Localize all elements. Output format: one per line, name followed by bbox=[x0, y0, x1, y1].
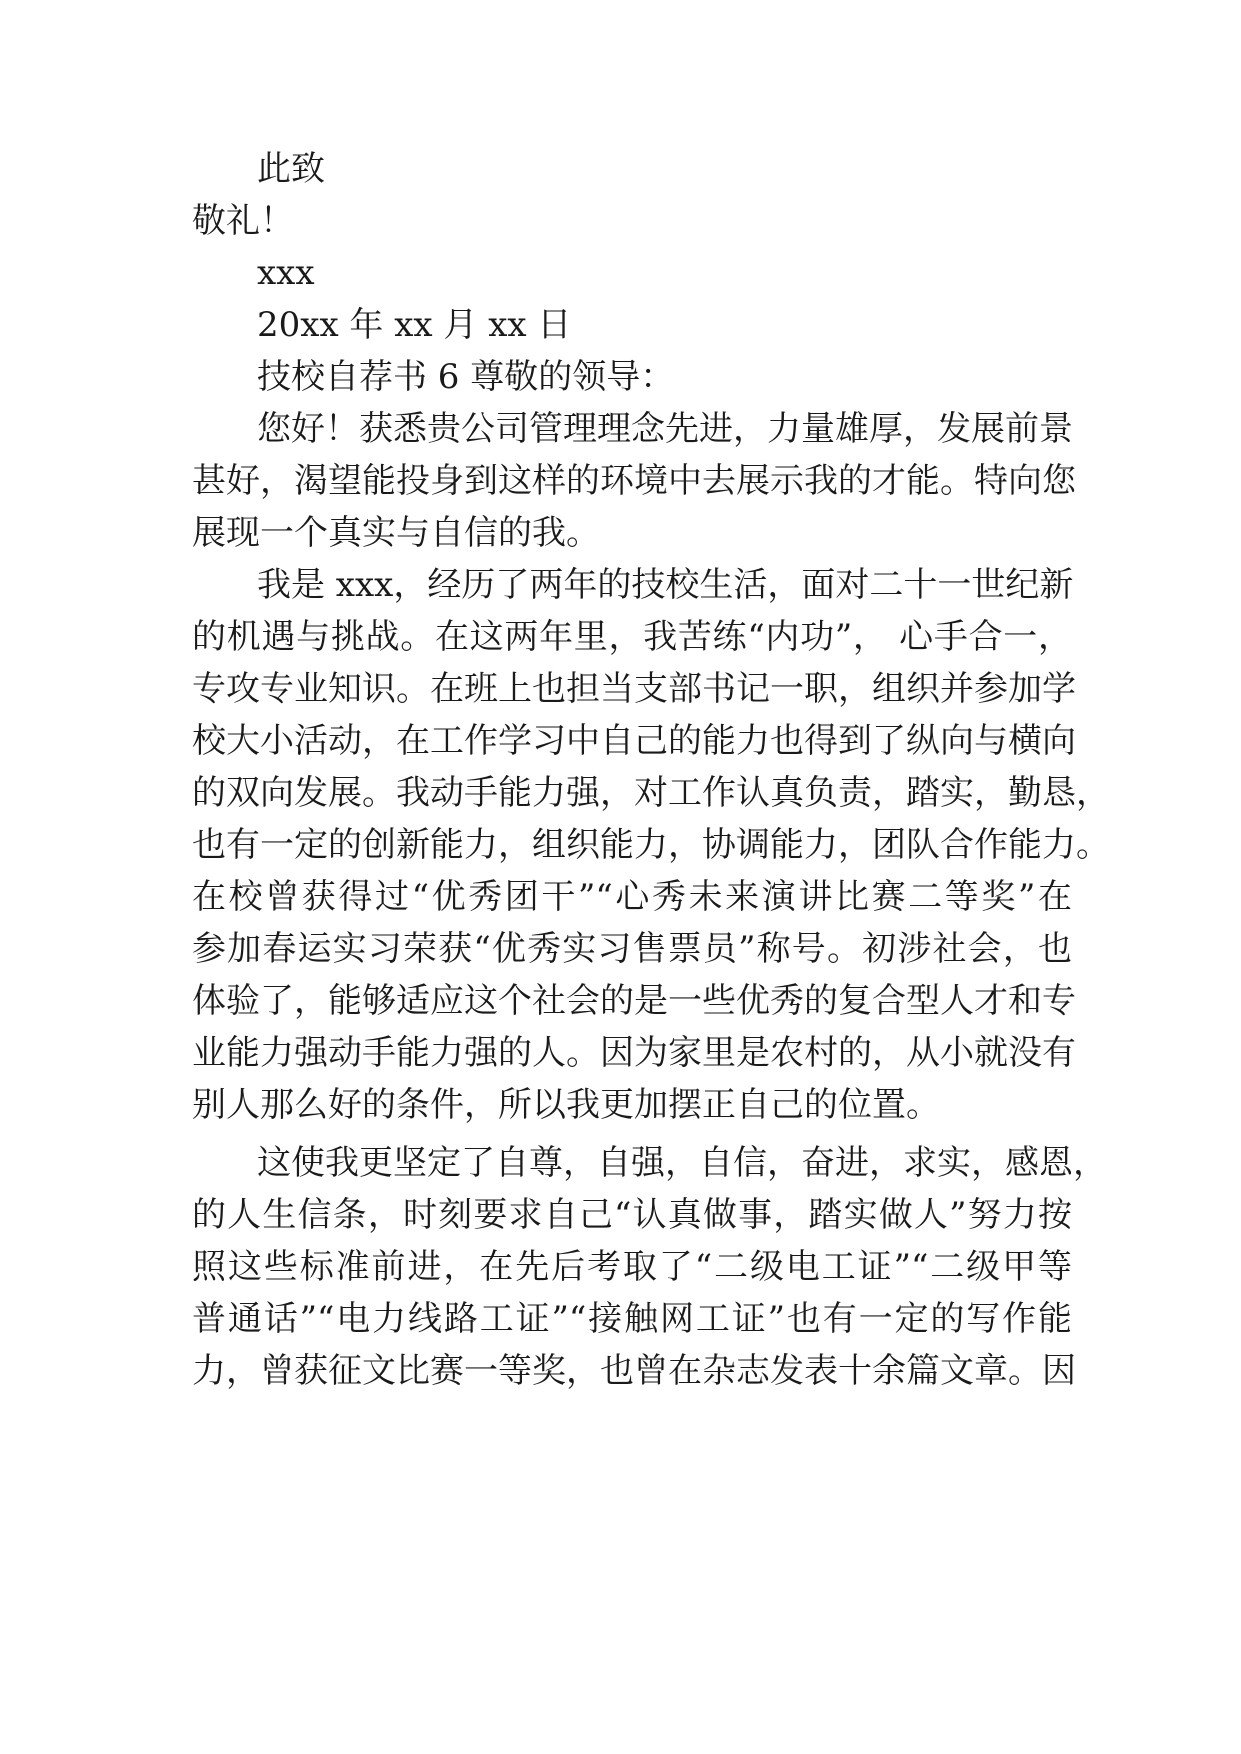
letter-date: 20xx 年 xx 月 xx 日 bbox=[257, 305, 572, 345]
body-line: 甚好，渴望能投身到这样的环境中去展示我的才能。特向您 bbox=[192, 461, 1076, 501]
body-line: 体验了，能够适应这个社会的是一些优秀的复合型人才和专 bbox=[192, 981, 1076, 1021]
body-line: 的机遇与挑战。在这两年里，我苦练“内功”， 心手合一， bbox=[192, 617, 1072, 657]
signature: xxx bbox=[257, 253, 315, 293]
body-line: 专攻专业知识。在班上也担当支部书记一职，组织并参加学 bbox=[192, 669, 1076, 709]
body-line: 也有一定的创新能力，组织能力，协调能力，团队合作能力。 bbox=[192, 825, 1110, 865]
letter-heading: 技校自荐书 6 尊敬的领导： bbox=[257, 357, 675, 397]
body-line: 校大小活动，在工作学习中自己的能力也得到了纵向与横向 bbox=[192, 721, 1076, 761]
body-line: 力，曾获征文比赛一等奖，也曾在杂志发表十余篇文章。因 bbox=[192, 1351, 1076, 1391]
body-line: 普通话”“电力线路工证”“接触网工证”也有一定的写作能 bbox=[192, 1299, 1072, 1339]
closing-salute: 敬礼！ bbox=[192, 201, 294, 241]
body-line: 我是 xxx，经历了两年的技校生活，面对二十一世纪新 bbox=[257, 565, 1074, 605]
body-line: 这使我更坚定了自尊，自强，自信，奋进，求实，感恩， bbox=[257, 1143, 1107, 1183]
body-line: 照这些标准前进，在先后考取了“二级电工证”“二级甲等 bbox=[192, 1247, 1072, 1287]
body-line: 业能力强动手能力强的人。因为家里是农村的，从小就没有 bbox=[192, 1033, 1076, 1073]
body-line: 展现一个真实与自信的我。 bbox=[192, 513, 600, 553]
body-line: 的双向发展。我动手能力强，对工作认真负责，踏实，勤恳， bbox=[192, 773, 1110, 813]
body-line: 在校曾获得过“优秀团干”“心秀未来演讲比赛二等奖”在 bbox=[192, 877, 1072, 917]
body-line: 别人那么好的条件，所以我更加摆正自己的位置。 bbox=[192, 1085, 940, 1125]
body-line: 参加春运实习荣获“优秀实习售票员”称号。初涉社会，也 bbox=[192, 929, 1072, 969]
body-line: 的人生信条，时刻要求自己“认真做事，踏实做人”努力按 bbox=[192, 1195, 1072, 1235]
body-line: 您好！获悉贵公司管理理念先进，力量雄厚，发展前景 bbox=[257, 409, 1073, 449]
closing-greeting: 此致 bbox=[257, 149, 325, 189]
